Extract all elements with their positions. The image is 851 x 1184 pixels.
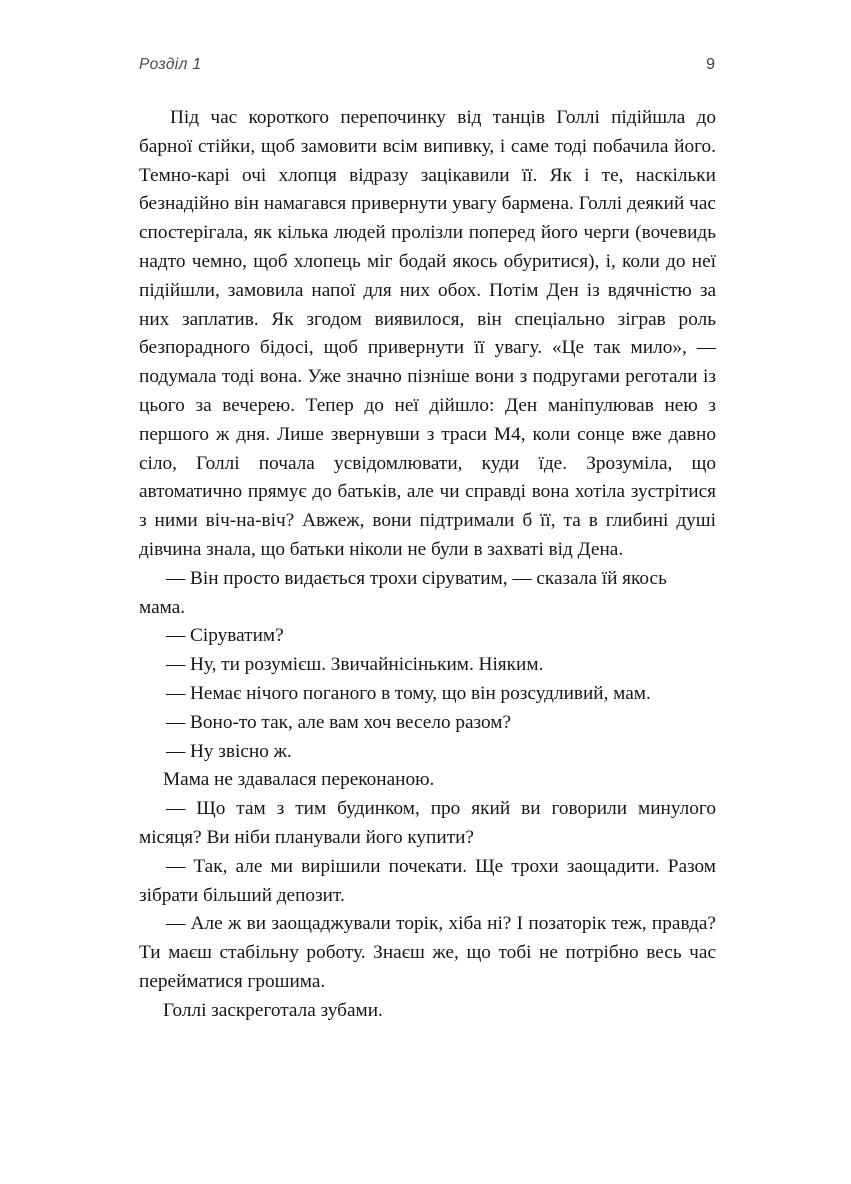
chapter-label: Розділ 1 [139, 56, 202, 73]
paragraph: — Ну звісно ж. [166, 740, 292, 762]
paragraph: Мама не здавалася переконаною. [163, 769, 435, 791]
running-head [139, 56, 715, 82]
paragraph: Під час короткого перепочинку від танців Голлі підійшла до барної стійки, щоб замовити всім випивку, і саме тоді побачила його. Темно-карі очі хлопця відразу зацікавили її. Як і те, наскільки безнадійно він намагався привернути увагу бармена. Голлі деякий час спостерігала, як кілька людей пролізли поперед його черги (вочевидь надто чемно, щоб хлопець міг бодай якось обуритися), і, коли до неї підійшли, замовила напої для них обох. Потім Ден із вдячністю за них заплатив. Як згодом виявилося, він спеціально зіграв роль безпорадного бідосі, щоб привернути її увагу. «Це так мило», — подумала тоді вона. Уже значно пізніше вони з подругами реготали із цього за вечерею. Тепер до неї дійшло: Ден маніпулював нею з першого ж дня. Лише звернувши з траси М4, коли сонце вже давно сіло, Голлі почала усвідомлювати, куди їде. Зрозуміла, що автоматично прямує до батьків, але чи справді вона хотіла зустрітися з ними віч-на-віч? Авжеж, вони підтримали б її, та в глибині душі дівчина знала, що батьки ніколи не були в захваті від Дена. [139, 107, 716, 560]
paragraph: — Немає нічого поганого в тому, що він розсудливий, мам. [166, 682, 651, 704]
body-text-block [139, 104, 716, 1026]
paragraph: — Він просто видається трохи сіруватим, — сказала їй якось мама. [139, 567, 667, 618]
paragraph: — Ну, ти розумієш. Звичайнісіньким. Ніяким. [166, 654, 544, 676]
paragraph: — Сіруватим? [166, 625, 284, 647]
paragraph: Голлі заскреготала зубами. [163, 999, 383, 1021]
paragraph: — Що там з тим будинком, про який ви говорили минулого місяця? Ви ніби планували його купити? [139, 798, 716, 848]
paragraph: — Воно-то так, але вам хоч весело разом? [166, 711, 512, 733]
paragraph: — Так, але ми вирішили почекати. Ще трохи заощадити. Разом зібрати більший депозит. [139, 855, 716, 906]
page-number: 9 [706, 56, 715, 73]
paragraph: — Але ж ви заощаджували торік, хіба ні? І позаторік теж, правда? Ти маєш стабільну роботу. Знаєш же, що тобі не потрібно весь час перейматися грошима. [139, 913, 716, 992]
